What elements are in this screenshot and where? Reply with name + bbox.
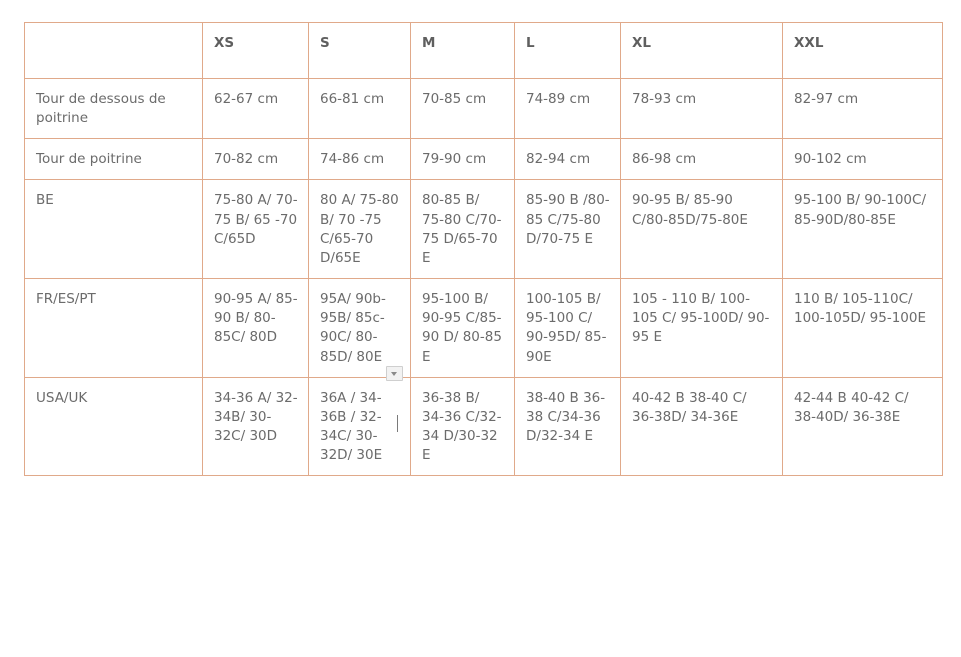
cell-bust-xxl: 90-102 cm: [783, 139, 943, 180]
size-chart-table: [24, 22, 943, 476]
cell-usa-uk-xs: 34-36 A/ 32-34B/ 30-32C/ 30D: [203, 377, 309, 476]
cell-bust-m: 79-90 cm: [411, 139, 515, 180]
text-cursor: [397, 415, 398, 432]
cell-underbust-m: 70-85 cm: [411, 79, 515, 139]
cell-bust-xl: 86-98 cm: [621, 139, 783, 180]
cell-be-s: 80 A/ 75-80 B/ 70 -75 C/65-70 D/65E: [309, 180, 411, 279]
column-header-xxl: XXL: [783, 23, 943, 79]
column-header-xs: XS: [203, 23, 309, 79]
cell-fr-es-pt-m: 95-100 B/ 90-95 C/85-90 D/ 80-85 E: [411, 279, 515, 378]
column-header-s: S: [309, 23, 411, 79]
table-row: [25, 279, 943, 378]
cell-be-xxl: 95-100 B/ 90-100C/ 85-90D/80-85E: [783, 180, 943, 279]
cell-usa-uk-s: 36A / 34-36B / 32-34C/ 30-32D/ 30E: [309, 377, 411, 476]
cell-fr-es-pt-xl: 105 - 110 B/ 100-105 C/ 95-100D/ 90-95 E: [621, 279, 783, 378]
cell-usa-uk-m: 36-38 B/ 34-36 C/32-34 D/30-32 E: [411, 377, 515, 476]
table-row: [25, 79, 943, 139]
row-header-be: BE: [25, 180, 203, 279]
cell-bust-s: 74-86 cm: [309, 139, 411, 180]
column-header-m: M: [411, 23, 515, 79]
cell-fr-es-pt-xxl: 110 B/ 105-110C/ 100-105D/ 95-100E: [783, 279, 943, 378]
cell-underbust-l: 74-89 cm: [515, 79, 621, 139]
chevron-down-icon[interactable]: [386, 366, 403, 381]
column-header-xl: XL: [621, 23, 783, 79]
cell-underbust-xxl: 82-97 cm: [783, 79, 943, 139]
cell-bust-l: 82-94 cm: [515, 139, 621, 180]
table-header: [25, 23, 943, 79]
cell-underbust-xs: 62-67 cm: [203, 79, 309, 139]
table-row: [25, 377, 943, 476]
cell-be-m: 80-85 B/ 75-80 C/70-75 D/65-70 E: [411, 180, 515, 279]
cell-bust-xs: 70-82 cm: [203, 139, 309, 180]
column-header-l: L: [515, 23, 621, 79]
row-header-underbust: Tour de dessous de poitrine: [25, 79, 203, 139]
cell-be-xl: 90-95 B/ 85-90 C/80-85D/75-80E: [621, 180, 783, 279]
cell-underbust-xl: 78-93 cm: [621, 79, 783, 139]
row-header-fr-es-pt: FR/ES/PT: [25, 279, 203, 378]
row-header-bust: Tour de poitrine: [25, 139, 203, 180]
table-row: [25, 180, 943, 279]
cell-underbust-s: 66-81 cm: [309, 79, 411, 139]
cell-usa-uk-xl: 40-42 B 38-40 C/ 36-38D/ 34-36E: [621, 377, 783, 476]
table-header-row: [25, 23, 943, 79]
cell-fr-es-pt-s: 95A/ 90b-95B/ 85c-90C/ 80-85D/ 80E: [309, 279, 411, 378]
table-row: [25, 139, 943, 180]
row-header-usa-uk: USA/UK: [25, 377, 203, 476]
cell-usa-uk-xxl: 42-44 B 40-42 C/ 38-40D/ 36-38E: [783, 377, 943, 476]
table-corner-cell: [25, 23, 203, 79]
cell-fr-es-pt-xs: 90-95 A/ 85-90 B/ 80-85C/ 80D: [203, 279, 309, 378]
table-body: [25, 79, 943, 476]
cell-fr-es-pt-l: 100-105 B/ 95-100 C/ 90-95D/ 85-90E: [515, 279, 621, 378]
cell-be-xs: 75-80 A/ 70-75 B/ 65 -70 C/65D: [203, 180, 309, 279]
cell-be-l: 85-90 B /80-85 C/75-80 D/70-75 E: [515, 180, 621, 279]
cell-usa-uk-l: 38-40 B 36-38 C/34-36 D/32-34 E: [515, 377, 621, 476]
